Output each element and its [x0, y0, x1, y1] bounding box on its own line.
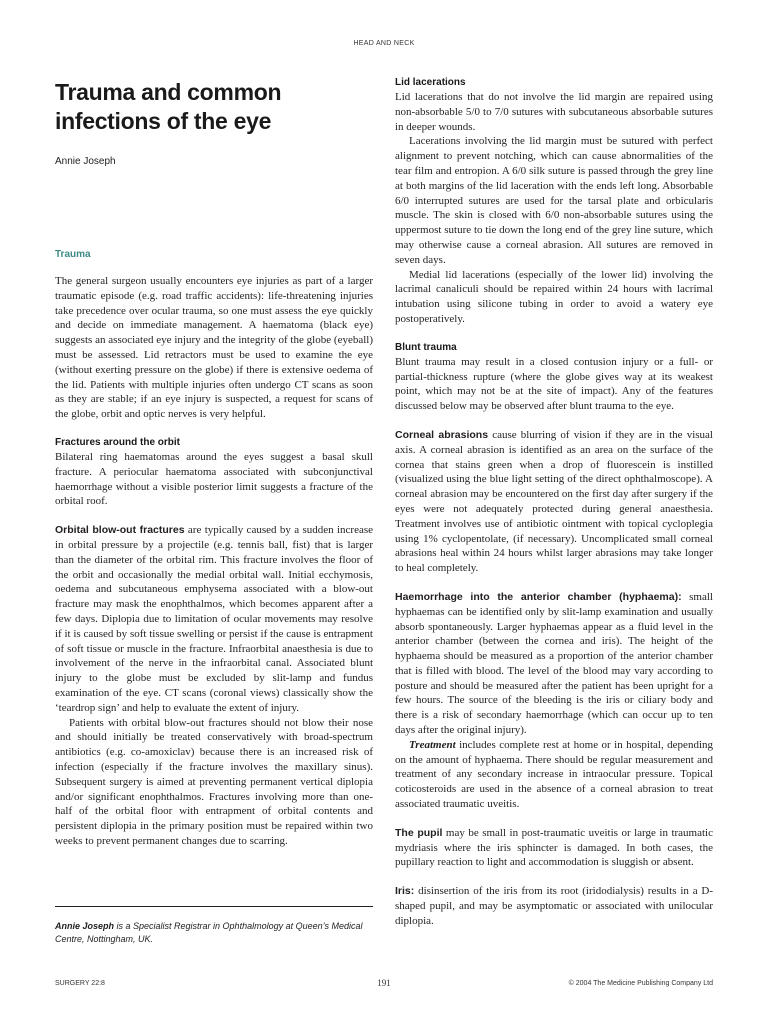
- copyright-notice: © 2004 The Medicine Publishing Company Ltd: [568, 980, 713, 987]
- iris-text: disinsertion of the iris from its root (iridodialysis) results in a D-shaped pupil, and may be asymptomatic or associated with unilocular diplopia.: [395, 885, 713, 927]
- blunt-paragraph: Blunt trauma may result in a closed contusion injury or a full- or partial-thickness rupture (where the globe gives way at its weakest point, which may not be at the site of impact). Any of the features discussed below may be observed after blunt trauma to the eye.: [395, 355, 713, 413]
- treatment-paragraph: [395, 738, 713, 812]
- blunt-trauma-heading: Blunt trauma: [395, 341, 457, 353]
- article-title: [55, 78, 373, 136]
- pupil-term: The pupil: [395, 826, 443, 839]
- right-column: [395, 76, 713, 929]
- treatment-term: Treatment: [409, 738, 456, 751]
- corneal-text: cause blurring of vision if they are in the visual axis. A corneal abrasion is identified as an area on the surface of the cornea that stains green when a drop of fluorescein is instilled (visualized using the blue light setting of the direct ophthalmoscope). A corneal abrasion may be encountered on the first day after surgery if the eyes were not adequately protected during general anaesthesia. Treatment involves use of antibiotic ointment with topical cycloplegia using 1% cyclopentolate, (if necessary). Uncomplicated small corneal abrasions heal within 24 hours whilst larger abrasions may take longer to heal completely.: [395, 428, 713, 575]
- blowout-paragraph: [55, 523, 373, 715]
- pupil-text: may be small in post-traumatic uveitis or large in traumatic mydriasis where the iris sphincter is damaged. In both cases, the pupillary reaction to light and accommodation is sluggish or absent.: [395, 826, 713, 869]
- hyphaema-term: Haemorrhage into the anterior chamber (hyphaema):: [395, 590, 682, 603]
- left-column: [55, 78, 373, 849]
- pupil-paragraph: [395, 826, 713, 870]
- title-line-2: infections of the eye: [55, 108, 272, 134]
- lid-paragraph-1: Lid lacerations that do not involve the lid margin are repaired using non-absorbable 5/0 to 7/0 sutures with subcutaneous absorbable sutures in deeper wounds.: [395, 91, 713, 133]
- page-number: 191: [377, 978, 391, 988]
- footnote-author: Annie Joseph: [55, 921, 115, 931]
- corneal-term: Corneal abrasions: [395, 428, 489, 441]
- treatment-text: includes complete rest at home or in hospital, depending on the amount of hyphaema. There should be regular measurement and treatment of any secondary increase in intraocular pressure. Topical coticosteroids are used in the absence of a corneal abrasion to treat associated traumatic uveitis.: [395, 738, 713, 811]
- title-line-1: Trauma and common: [55, 79, 282, 105]
- hyphaema-paragraph: [395, 590, 713, 738]
- blowout-text: are typically caused by a sudden increase in orbital pressure by a projectile (e.g. tennis ball, fist) that is larger than the diameter of the orbital rim. This fracture involves the floor of the orbit and occasionally the medial orbital wall. Initial ecchymosis, oedema and subcutaneous emphysema associated with a blow-out fracture may mask the enophthalmos, which becomes apparent after a few days. Diplopia due to limitation of ocular movements may resolve if it is caused by soft tissue swelling or persist if the cause is entrapment of soft tissue or muscle in the fracture. Infraorbital anaesthesia is due to involvement of the nerve in the infraorbital canal. Associated blunt injury to the globe must be excluded by slit-lamp and fundus examination of the eye. CT scans (coronal views) classically show the ‘teardrop sign’ and help to evaluate the extent of injury.: [55, 524, 373, 714]
- corneal-paragraph: [395, 428, 713, 576]
- journal-issue: SURGERY 22:8: [55, 980, 105, 987]
- page-footer: [55, 978, 713, 990]
- lid-lacerations-heading: Lid lacerations: [395, 77, 466, 88]
- running-head: HEAD AND NECK: [353, 40, 415, 47]
- lid-paragraph-3: Medial lid lacerations (especially of the lower lid) involving the lacrimal canaliculi should be repaired within 24 hours with lacrimal intubation using silicone tubing in order to avoid a watery eye postoperatively.: [395, 268, 713, 325]
- trauma-heading: Trauma: [55, 249, 91, 260]
- blowout-term: Orbital blow-out fractures: [55, 524, 185, 537]
- trauma-paragraph: The general surgeon usually encounters eye injuries as part of a larger traumatic episode (e.g. road traffic accidents): life-threatening injuries take precedence over ocular trauma, so one must assess the eye quickly and decide on immediate management. A haematoma (black eye) suggests an associated eye injury and the integrity of the globe (eyeball) must be assessed. Lid retractors must be used to examine the eye (without exerting pressure on the globe) if there is extensive oedema of the lid. Patients with multiple injuries often undergo CT scans as soon as they are stable; if an eye injury is suspected, a request for scans of the globe, orbit and optic nerves is very helpful.: [55, 275, 373, 421]
- iris-term: Iris:: [395, 885, 415, 898]
- footnote-divider: [55, 906, 373, 907]
- iris-paragraph: [395, 884, 713, 928]
- fractures-heading: Fractures around the orbit: [55, 436, 181, 448]
- author-name: Annie Joseph: [55, 156, 116, 167]
- fractures-paragraph: Bilateral ring haematomas around the eyes suggest a basal skull fracture. A periocular haematoma associated with subconjunctival haemorrhage without a visible posterior limit suggests a fracture of the orbital roof.: [55, 450, 373, 508]
- hyphaema-text: small hyphaemas can be identified only by slit-lamp examination and usually absorb spontaneously. Larger hyphaemas appear as a fluid level in the anterior chamber (between the cornea and iris). The height of the hyphaema should be measured as a proportion of the anterior chamber that is filled with blood. The level of the blood may vary according to posture and should be measured after the patient has been upright for a few hours. The source of the bleeding is the iris or ciliary body and there is a risk of secondary haemorrhage (which can occur up to ten days after the original injury).: [395, 590, 713, 737]
- footnote-text: is a Specialist Registrar in Ophthalmology at Queen’s Medical Centre, Nottingham, UK.: [55, 921, 363, 944]
- blowout-paragraph-2: Patients with orbital blow-out fractures should not blow their nose and should initially be treated conservatively with broad-spectrum antibiotics (e.g. co-amoxiclav) because there is an increased risk of infection (especially if the fracture involves the maxillary sinus). Subsequent surgery is aimed at preventing permanent vertical diplopia and/or significant enophthalmos. Fractures involving more than one-half of the orbital floor with entrapment of orbital contents and persistent diplopia in the primary position must be repaired within two weeks to prevent permanent changes due to scarring.: [55, 716, 373, 847]
- lid-paragraph-2: Lacerations involving the lid margin must be sutured with perfect alignment to prevent notching, which can cause abnormalities of the tear film and entropion. A 6/0 silk suture is passed through the grey line at both margins of the lid laceration with the ends left long. Absorbable 6/0 interrupted sutures are used for the tarsal plate and orbicularis muscle. The skin is closed with 6/0 non-absorbable sutures using the uppermost suture to tie down the long end of the grey line suture, which may otherwise cause a corneal abrasion. All sutures are removed in seven days.: [395, 135, 713, 266]
- author-footnote: [55, 920, 373, 946]
